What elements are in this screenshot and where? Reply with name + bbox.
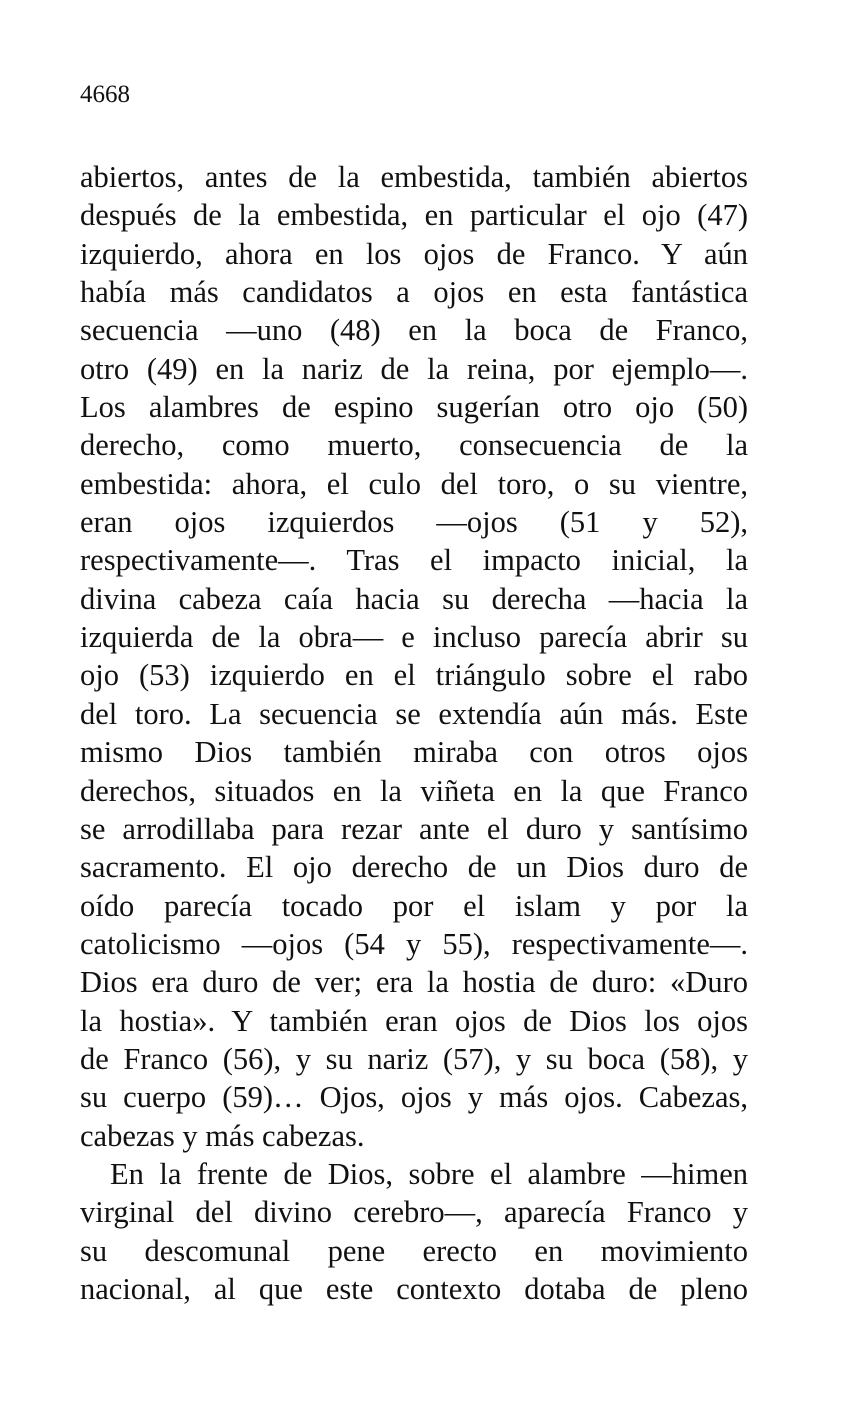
text-line: su cuerpo (59)… Ojos, ojos y más ojos. Cabezas,	[80, 1080, 748, 1115]
text-line: izquierdo, ahora en los ojos de Franco. Y aún	[80, 236, 748, 271]
text-line: la hostia». Y también eran ojos de Dios los ojos	[80, 1003, 748, 1038]
page-number: 4668	[80, 81, 130, 108]
text-line: se arrodillaba para rezar ante el duro y santísimo	[80, 811, 748, 846]
text-line: oído parecía tocado por el islam y por la	[80, 888, 748, 923]
text-line: Los alambres de espino sugerían otro ojo (50)	[80, 390, 748, 425]
text-line: ojo (53) izquierdo en el triángulo sobre el rabo	[80, 658, 748, 693]
text-line: embestida: ahora, el culo del toro, o su vientre,	[80, 466, 748, 501]
text-line: sacramento. El ojo derecho de un Dios duro de	[80, 850, 748, 885]
text-line: secuencia —uno (48) en la boca de Franco,	[80, 313, 748, 348]
text-line: catolicismo —ojos (54 y 55), respectivamente—.	[80, 926, 748, 961]
text-line: abiertos, antes de la embestida, también abiertos	[80, 160, 748, 194]
text-line: Dios era duro de ver; era la hostia de duro: «Duro	[80, 965, 748, 1000]
text-line: cabezas y más cabezas.	[80, 1118, 365, 1153]
text-line: derechos, situados en la viñeta en la que Franco	[80, 773, 748, 808]
text-line: En la frente de Dios, sobre el alambre —himen	[110, 1156, 748, 1191]
text-line: derecho, como muerto, consecuencia de la	[80, 428, 748, 463]
text-line: su descomunal pene erecto en movimiento	[80, 1233, 748, 1268]
text-line: eran ojos izquierdos —ojos (51 y 52),	[80, 505, 748, 540]
text-line: después de la embestida, en particular el ojo (47)	[80, 198, 748, 233]
paragraph	[80, 1155, 748, 1308]
body-text	[80, 158, 748, 1308]
paragraph	[80, 158, 748, 1155]
text-line: virginal del divino cerebro—, aparecía Franco y	[80, 1195, 748, 1230]
text-line: del toro. La secuencia se extendía aún más. Este	[80, 696, 748, 731]
text-line: de Franco (56), y su nariz (57), y su boca (58), y	[80, 1041, 748, 1076]
text-line: divina cabeza caía hacia su derecha —hacia la	[80, 581, 748, 616]
text-line: izquierda de la obra— e incluso parecía abrir su	[80, 620, 748, 655]
text-line: había más candidatos a ojos en esta fantástica	[80, 275, 748, 310]
text-line: respectivamente—. Tras el impacto inicial, la	[80, 543, 748, 578]
text-line: nacional, al que este contexto dotaba de pleno	[80, 1271, 748, 1306]
text-line: otro (49) en la nariz de la reina, por ejemplo—.	[80, 351, 748, 386]
text-line: mismo Dios también miraba con otros ojos	[80, 735, 748, 770]
